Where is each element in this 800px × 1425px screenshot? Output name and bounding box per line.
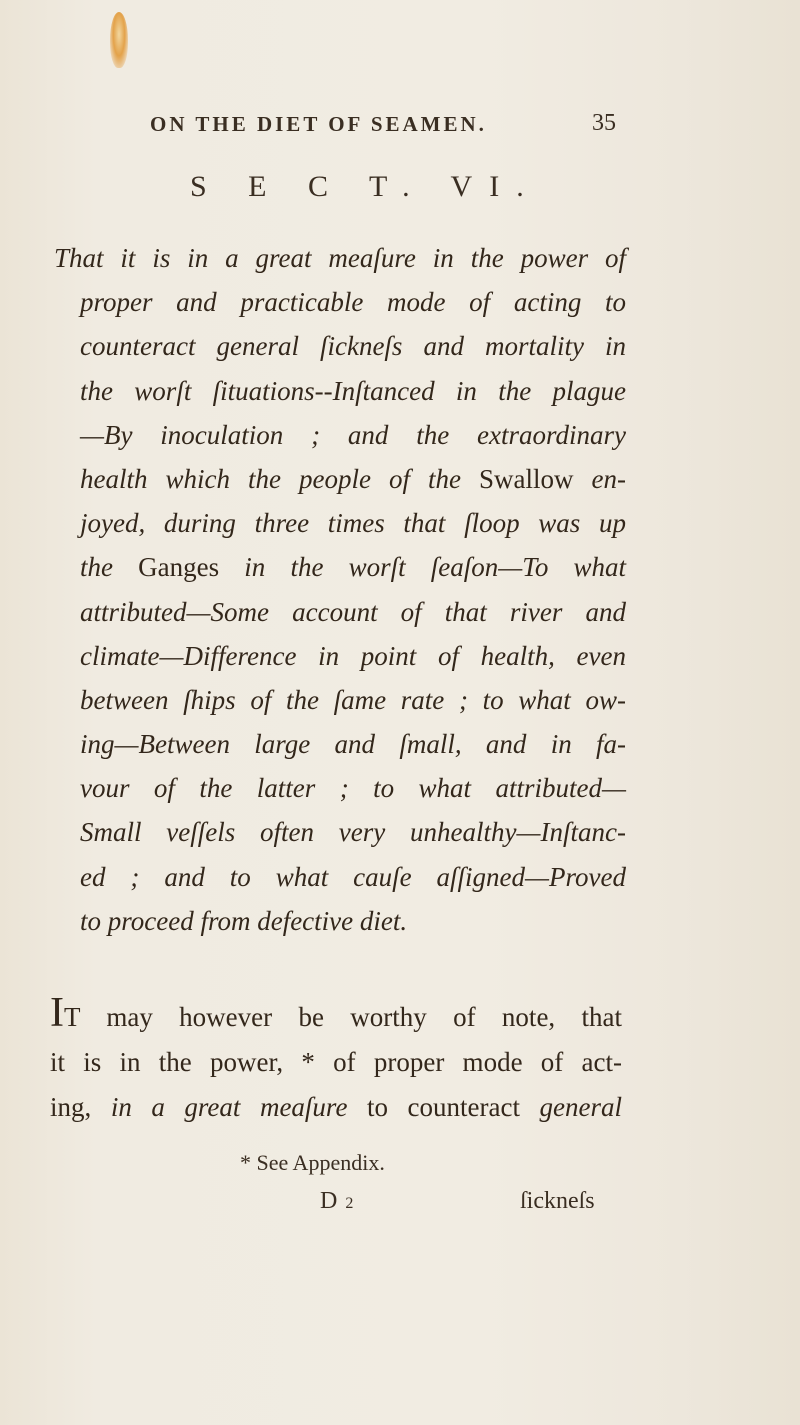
summary-text: health which the people of the [80,463,479,494]
summary-line: counteract general ſickneſs and mortality in [80,331,626,362]
running-head-title: ON THE DIET OF SEAMEN. [150,112,487,136]
signature-mark [320,1188,353,1215]
catchword: ſickneſs [520,1188,595,1214]
summary-line: attributed—Some account of that river and [80,596,626,627]
river-name: Ganges [138,552,220,583]
body-line [50,1085,622,1130]
summary-line: climate—Difference in point of health, even [80,640,626,671]
body-text: to counteract [347,1092,540,1122]
summary-line: joyed, during three times that ſloop was up [80,508,626,539]
ship-name: Swallow [479,463,574,494]
section-heading: S E C T. VI. [190,170,541,203]
signature-number: 2 [345,1195,354,1212]
body-line [50,990,622,1040]
body-text-italic: in a great meaſure [110,1092,348,1122]
summary-line: That it is in a great meaſure in the power of [54,243,626,273]
summary-line: to proceed from defective diet. [80,905,408,936]
body-paragraph [50,990,623,1130]
summary-text: in the worſt ſeaſon—To what [219,552,626,583]
section-summary [54,236,626,943]
footnote: * See Appendix. [240,1150,385,1175]
body-text: ing, [50,1092,111,1122]
summary-line: vour of the latter ; to what attributed— [80,773,626,804]
summary-line [54,457,626,501]
body-line: it is in the power, * of proper mode of act- [50,1047,622,1077]
signature-letter: D [320,1188,338,1214]
summary-line [54,545,626,589]
summary-line: between ſhips of the ſame rate ; to what ow- [80,684,626,715]
drop-cap: I [50,990,64,1036]
summary-text: the [80,552,139,583]
summary-line: ed ; and to what cauſe aſſigned—Proved [80,861,626,892]
page-number: 35 [592,110,616,136]
summary-line: —By inoculation ; and the extraordinary [80,419,626,450]
summary-line: the worſt ſituations--Inſtanced in the plague [80,375,626,406]
body-text-italic: general [539,1092,623,1122]
foxing-stain [110,12,128,68]
body-text: T may however be worthy of note, that [64,1002,622,1032]
summary-line: Small veſſels often very unhealthy—Inſtanc- [80,817,626,848]
summary-line: proper and practicable mode of acting to [80,287,626,318]
summary-line: ing—Between large and ſmall, and in fa- [80,729,626,760]
summary-text: en- [573,463,626,494]
